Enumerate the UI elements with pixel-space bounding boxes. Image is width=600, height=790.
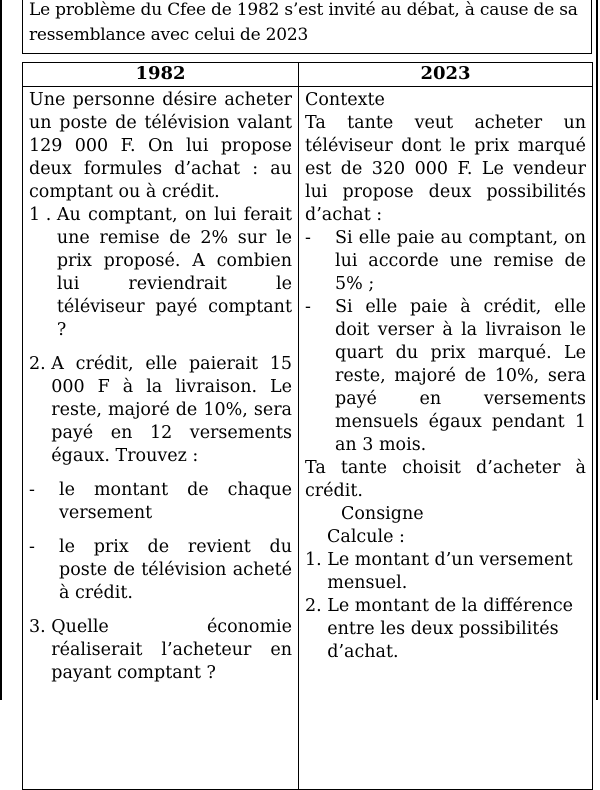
dash-marker: - xyxy=(305,228,311,248)
dash-marker: - xyxy=(29,537,35,557)
question-2-item-2-text: le prix de revient du poste de télévision acheté à crédit. xyxy=(59,537,292,603)
problem-2023 xyxy=(299,87,593,790)
option-2 xyxy=(305,296,586,457)
task-1-text: Le montant d’un versement mensuel. xyxy=(327,550,573,593)
question-3-number: 3. xyxy=(29,617,52,637)
context-title: Contexte xyxy=(305,90,385,110)
question-1-number: 1 . xyxy=(29,205,57,225)
column-header-1982: 1982 xyxy=(23,63,299,87)
question-2-item-1-text: le montant de chaque versement xyxy=(59,480,292,523)
question-2-item-1 xyxy=(29,479,292,525)
task-2-text: Le montant de la différence entre les deux possibilités d’achat. xyxy=(327,596,573,662)
dash-marker: - xyxy=(305,297,311,317)
column-header-2023: 2023 xyxy=(299,63,593,87)
problem-1982-intro: Une personne désire acheter un poste de télévision valant 129 000 F. On lui propose deux formules d’achat : au comptant ou à crédit. xyxy=(29,90,292,202)
choice-text: Ta tante choisit d’acheter à crédit. xyxy=(305,458,586,501)
calcule-heading: Calcule : xyxy=(327,527,405,547)
task-2 xyxy=(305,595,586,664)
problem-1982 xyxy=(23,87,299,790)
task-1-number: 1. xyxy=(305,550,328,570)
option-1 xyxy=(305,227,586,296)
question-3 xyxy=(29,616,292,685)
question-3-text: Quelle économie réaliserait l’acheteur en payant comptant ? xyxy=(51,617,292,683)
task-2-number: 2. xyxy=(305,596,328,616)
option-2-text: Si elle paie à crédit, elle doit verser à la livraison le quart du prix marqué. Le reste, majoré de 10%, sera payé en versements mensuels égaux pendant 1 an 3 mois. xyxy=(335,297,586,455)
comparison-table xyxy=(22,62,593,790)
intro-text: Le problème du Cfee de 1982 s’est invité au débat, à cause de sa ressemblance avec celui de 2023 xyxy=(22,0,592,54)
question-1 xyxy=(29,204,292,342)
dash-marker: - xyxy=(29,480,35,500)
question-2-text: A crédit, elle paierait 15 000 F à la livraison. Le reste, majoré de 10%, sera payé en 12 versements égaux. Trouvez : xyxy=(51,354,292,466)
option-1-text: Si elle paie au comptant, on lui accorde une remise de 5% ; xyxy=(335,228,586,294)
question-2-number: 2. xyxy=(29,354,52,374)
question-1-text: Au comptant, on lui ferait une remise de 2% sur le prix proposé. A combien lui reviendrait le téléviseur payé comptant ? xyxy=(56,205,292,340)
context-text: Ta tante veut acheter un téléviseur dont le prix marqué est de 320 000 F. Le vendeur lui propose deux possibilités d’achat : xyxy=(305,113,586,225)
question-2 xyxy=(29,353,292,468)
task-1 xyxy=(305,549,586,595)
consigne-heading: Consigne xyxy=(341,504,424,524)
question-2-item-2 xyxy=(29,536,292,605)
